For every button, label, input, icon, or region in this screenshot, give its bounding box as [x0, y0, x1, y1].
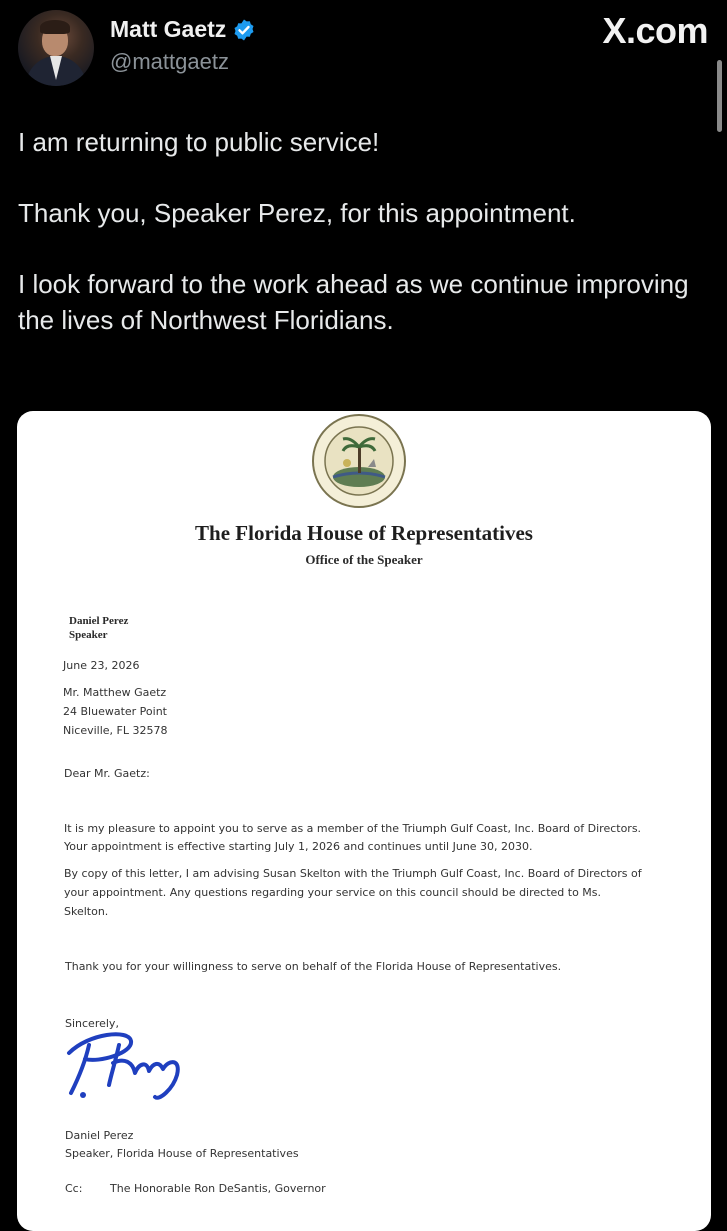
- signer-name: Daniel Perez: [65, 1129, 134, 1142]
- sender-block: [69, 614, 128, 642]
- closing: Sincerely,: [65, 1017, 119, 1030]
- avatar[interactable]: [18, 10, 94, 86]
- paragraph-1-line-1: It is my pleasure to appoint you to serve as a member of the Triumph Gulf Coast, Inc. Board of Directors.: [64, 822, 642, 835]
- cc-label: Cc:: [65, 1182, 83, 1195]
- salutation: Dear Mr. Gaetz:: [64, 767, 150, 780]
- author-handle[interactable]: @mattgaetz: [110, 49, 229, 74]
- recipient-street: 24 Bluewater Point: [63, 705, 167, 718]
- cc-value: The Honorable Ron DeSantis, Governor: [110, 1182, 326, 1195]
- letterhead-subtitle: Office of the Speaker: [305, 552, 423, 567]
- sender-title: Speaker: [69, 629, 108, 641]
- x-logo[interactable]: X.com: [602, 10, 708, 51]
- avatar-hair: [40, 20, 70, 34]
- post-paragraph: I am returning to public service!: [18, 127, 380, 157]
- post-paragraph: Thank you, Speaker Perez, for this appointment.: [18, 198, 576, 228]
- verified-badge-icon: [232, 18, 256, 42]
- sender-name: Daniel Perez: [69, 615, 129, 627]
- signature-icon: [59, 1023, 199, 1101]
- author-name-row[interactable]: [110, 16, 256, 43]
- post-header: [18, 10, 708, 86]
- recipient-city: Niceville, FL 32578: [63, 724, 168, 737]
- scrollbar-thumb[interactable]: [717, 60, 722, 132]
- post-text: [18, 124, 708, 373]
- letter-image[interactable]: [17, 411, 711, 1231]
- signer-title: Speaker, Florida House of Representatives: [65, 1147, 299, 1160]
- letterhead-title: The Florida House of Representatives: [195, 521, 533, 545]
- paragraph-2-line-2: your appointment. Any questions regarding your service on this council should be directed to Ms.: [64, 886, 602, 899]
- author-name[interactable]: Matt Gaetz: [110, 16, 227, 42]
- paragraph-3: Thank you for your willingness to serve on behalf of the Florida House of Representatives.: [65, 960, 562, 973]
- letter-date: June 23, 2026: [63, 659, 140, 672]
- post-paragraph: I look forward to the work ahead as we continue improving the lives of Northwest Floridians.: [18, 269, 689, 335]
- paragraph-2-line-1: By copy of this letter, I am advising Susan Skelton with the Triumph Gulf Coast, Inc. Board of Directors of: [64, 867, 642, 880]
- seal-icon: [307, 411, 411, 511]
- paragraph-2-line-3: Skelton.: [64, 905, 109, 918]
- recipient-name: Mr. Matthew Gaetz: [63, 686, 167, 699]
- paragraph-1-line-2: Your appointment is effective starting July 1, 2026 and continues until June 30, 2030.: [64, 840, 533, 853]
